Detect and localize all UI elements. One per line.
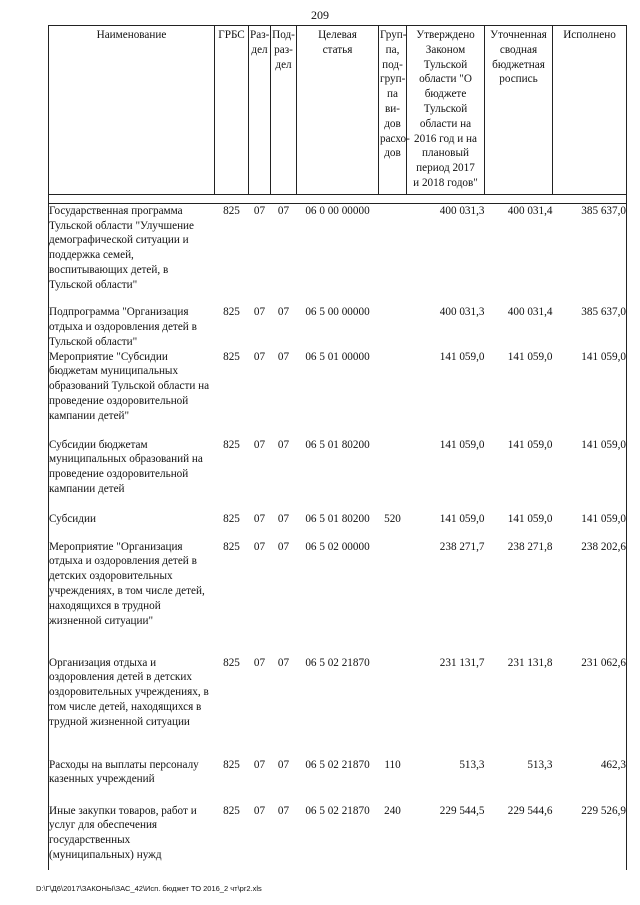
row-podrazdel: 07 — [277, 804, 290, 817]
header-executed: Исполнено — [553, 26, 627, 195]
row-approved: 141 059,0 — [439, 350, 485, 363]
row-executed: 141 059,0 — [553, 512, 627, 540]
row-executed: 141 059,0 — [553, 438, 627, 512]
row-razdel: 07 — [253, 758, 266, 771]
row-target: 06 5 02 00000 — [305, 540, 370, 553]
row-refined: 513,3 — [527, 758, 553, 771]
header-razdel: Раз- дел — [249, 26, 271, 195]
row-executed: 385 637,0 — [553, 203, 627, 305]
row-grbs: 825 — [223, 540, 240, 553]
row-refined: 400 031,4 — [507, 204, 553, 217]
row-refined: 400 031,4 — [507, 306, 553, 319]
header-vid: Груп- па, под- груп- па ви- дов расхо- дов — [379, 26, 407, 195]
header-grbs: ГРБС — [215, 26, 249, 195]
row-vid: 520 — [384, 512, 401, 525]
row-executed: 229 526,9 — [553, 804, 627, 870]
row-razdel: 07 — [253, 540, 266, 553]
table-body — [49, 203, 627, 869]
row-refined: 229 544,6 — [507, 804, 553, 817]
row-podrazdel: 07 — [277, 656, 290, 669]
row-vid — [379, 203, 407, 305]
row-podrazdel: 07 — [277, 204, 290, 217]
table-row — [49, 540, 627, 656]
row-name: Организация отдыха и оздоровления детей в детских оздоровительных учреждениях, в том числе детей, находящихся в трудной жизненной ситуации — [49, 656, 215, 758]
header-refined: Уточненная сводная бюджетная роспись — [485, 26, 553, 195]
row-refined: 238 271,8 — [507, 540, 553, 553]
row-name: Субсидии — [49, 512, 215, 540]
row-razdel: 07 — [253, 350, 266, 363]
row-grbs: 825 — [223, 804, 240, 817]
row-grbs: 825 — [223, 350, 240, 363]
row-executed: 385 637,0 — [553, 305, 627, 349]
row-grbs: 825 — [223, 306, 240, 319]
row-name: Подпрограмма "Организация отдыха и оздоровления детей в Тульской области" — [49, 305, 215, 349]
row-target: 06 5 01 80200 — [305, 512, 370, 525]
row-executed: 141 059,0 — [553, 350, 627, 438]
row-grbs: 825 — [223, 758, 240, 771]
row-podrazdel: 07 — [277, 758, 290, 771]
row-vid: 240 — [384, 804, 401, 817]
row-approved: 238 271,7 — [439, 540, 485, 553]
row-target: 06 0 00 00000 — [305, 204, 370, 217]
row-vid — [379, 540, 407, 656]
row-vid: 110 — [384, 758, 401, 771]
header-approved: Утверждено Законом Тульской области "О бюджете Тульской области на 2016 год и на плановый период 2017 и 2018 годов" — [407, 26, 485, 195]
row-approved: 229 544,5 — [439, 804, 485, 817]
row-vid — [379, 350, 407, 438]
row-razdel: 07 — [253, 438, 266, 451]
row-executed: 238 202,6 — [553, 540, 627, 656]
row-grbs: 825 — [223, 438, 240, 451]
row-target: 06 5 02 21870 — [305, 758, 370, 771]
row-grbs: 825 — [223, 512, 240, 525]
row-executed: 231 062,6 — [553, 656, 627, 758]
file-path-footer: D:\Г\Д6\2017\ЗАКОНЫ\ЗАС_42\Исп. бюджет ТО 2016_2 чт\pr2.xls — [36, 884, 262, 893]
row-razdel: 07 — [253, 656, 266, 669]
row-grbs: 825 — [223, 656, 240, 669]
table-row — [49, 203, 627, 305]
row-refined: 141 059,0 — [507, 350, 553, 363]
row-name: Государственная программа Тульской области "Улучшение демографической ситуации и поддержка семей, воспитывающих детей, в Тульской области" — [49, 203, 215, 305]
row-podrazdel: 07 — [277, 306, 290, 319]
row-approved: 513,3 — [459, 758, 485, 771]
row-name: Иные закупки товаров, работ и услуг для обеспечения государственных (муниципальных) нужд — [49, 804, 215, 870]
row-approved: 231 131,7 — [439, 656, 485, 669]
row-name: Мероприятие "Организация отдыха и оздоровления детей в детских оздоровительных учреждениях, в том числе детей, находящихся в трудной жизненной ситуации" — [49, 540, 215, 656]
row-razdel: 07 — [253, 204, 266, 217]
row-name: Расходы на выплаты персоналу казенных учреждений — [49, 758, 215, 804]
row-name: Мероприятие "Субсидии бюджетам муниципальных образований Тульской области на проведение оздоровительной кампании детей" — [49, 350, 215, 438]
row-approved: 400 031,3 — [439, 306, 485, 319]
row-approved: 141 059,0 — [439, 512, 485, 525]
table-header-row — [49, 26, 627, 195]
row-refined: 141 059,0 — [507, 512, 553, 525]
row-vid — [379, 656, 407, 758]
row-podrazdel: 07 — [277, 438, 290, 451]
table-row — [49, 438, 627, 512]
header-spacer — [49, 194, 627, 203]
row-razdel: 07 — [253, 306, 266, 319]
budget-table — [48, 25, 627, 870]
row-podrazdel: 07 — [277, 540, 290, 553]
row-target: 06 5 01 00000 — [305, 350, 370, 363]
row-approved: 141 059,0 — [439, 438, 485, 451]
row-target: 06 5 00 00000 — [305, 306, 370, 319]
row-vid — [379, 305, 407, 349]
table-row — [49, 804, 627, 870]
page-number: 209 — [311, 8, 329, 22]
row-podrazdel: 07 — [277, 350, 290, 363]
header-target: Целевая статья — [297, 26, 379, 195]
row-refined: 141 059,0 — [507, 438, 553, 451]
row-vid — [379, 438, 407, 512]
row-target: 06 5 01 80200 — [305, 438, 370, 451]
table-row — [49, 512, 627, 540]
row-executed: 462,3 — [553, 758, 627, 804]
row-razdel: 07 — [253, 804, 266, 817]
table-row — [49, 656, 627, 758]
header-podrazdel: Под- раз- дел — [271, 26, 297, 195]
table-row — [49, 305, 627, 349]
row-name: Субсидии бюджетам муниципальных образований на проведение оздоровительной кампании детей — [49, 438, 215, 512]
row-grbs: 825 — [223, 204, 240, 217]
row-approved: 400 031,3 — [439, 204, 485, 217]
row-target: 06 5 02 21870 — [305, 804, 370, 817]
row-razdel: 07 — [253, 512, 266, 525]
row-target: 06 5 02 21870 — [305, 656, 370, 669]
header-name: Наименование — [49, 26, 215, 195]
table-row — [49, 350, 627, 438]
table-row — [49, 758, 627, 804]
row-refined: 231 131,8 — [507, 656, 553, 669]
row-podrazdel: 07 — [277, 512, 290, 525]
